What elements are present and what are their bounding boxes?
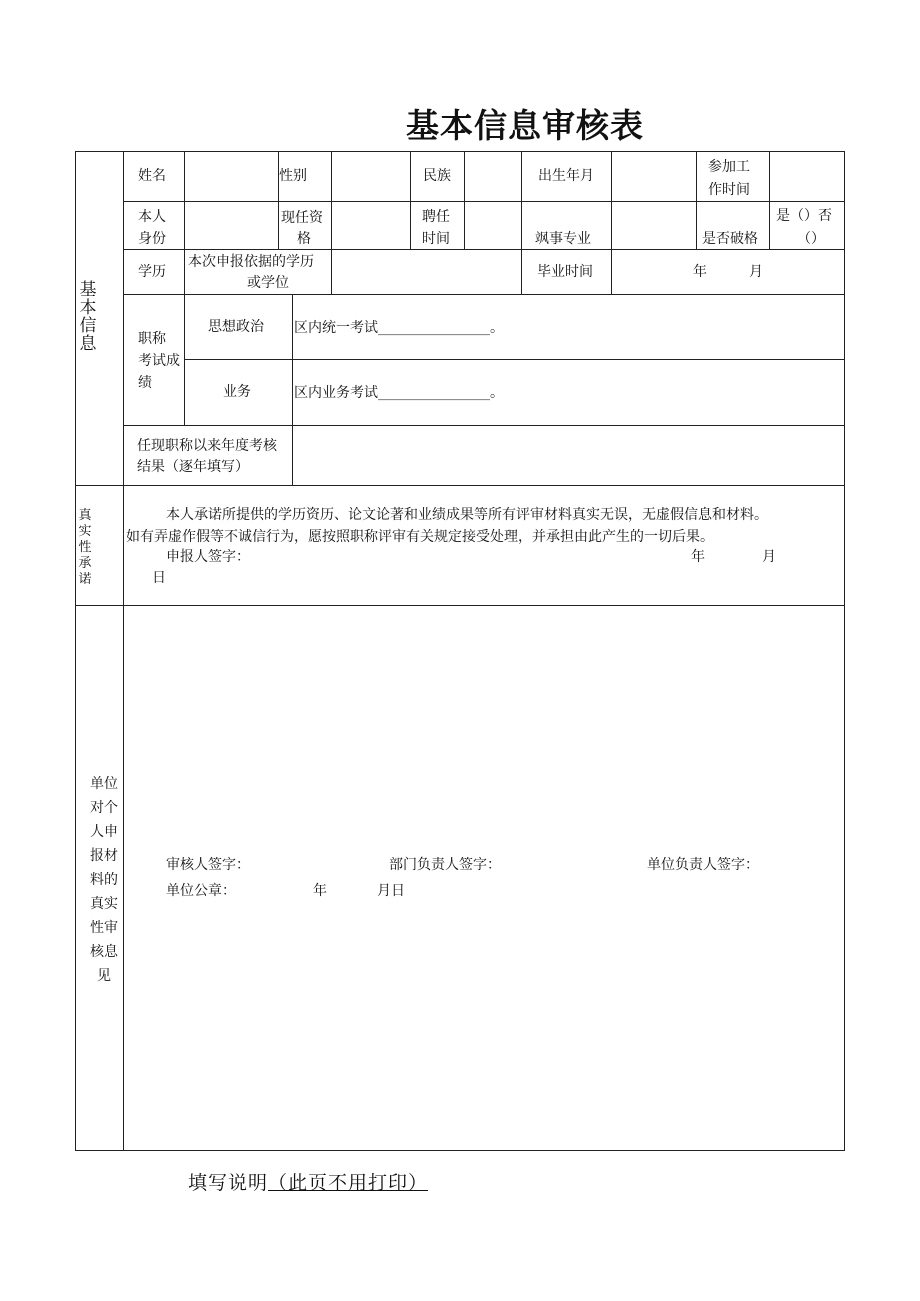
promise-year-label: 年	[691, 549, 705, 565]
page-title: 基本信息审核表	[406, 106, 644, 145]
label-name: 姓名	[138, 168, 166, 184]
col-divider	[331, 249, 332, 294]
label-identity-line2: 身份	[138, 231, 166, 247]
graduation-year-label: 年	[693, 264, 707, 280]
label-exam-line2: 考试成	[138, 353, 180, 369]
promise-month-label: 月	[762, 549, 776, 565]
col-divider	[292, 294, 293, 485]
label-education: 学历	[138, 264, 166, 280]
label-graduation-time: 毕业时间	[537, 264, 593, 280]
label-appointment-line2: 时间	[422, 231, 450, 247]
label-gender: 性别	[279, 168, 307, 184]
label-exam-line1: 职称	[138, 331, 166, 347]
label-assessment-line2: 结果（逐年填写）	[137, 459, 249, 475]
label-ethnicity: 民族	[423, 168, 451, 184]
label-basis-line1: 本次申报依据的学历	[188, 254, 314, 270]
footer-note: （此页不用打印）	[268, 1172, 429, 1194]
exception-yes-no-line1[interactable]: 是（）否	[776, 208, 832, 224]
label-assessment-line1: 任现职称以来年度考核	[137, 438, 277, 454]
section-divider	[75, 485, 845, 486]
label-identity-line1: 本人	[138, 209, 166, 225]
label-basis-line2: 或学位	[247, 275, 289, 291]
review-month-day-label: 月日	[377, 883, 405, 899]
col-divider	[769, 151, 770, 249]
label-politics: 思想政治	[208, 319, 264, 335]
col-divider	[331, 151, 332, 249]
section-label-divider	[123, 151, 124, 1151]
col-divider	[410, 151, 411, 249]
promise-day-label: 日	[152, 570, 166, 586]
label-business: 业务	[223, 384, 251, 400]
label-appointment-line1: 聘任	[422, 209, 450, 225]
row-divider	[123, 294, 845, 295]
col-divider	[184, 249, 185, 425]
promise-text-line1: 本人承诺所提供的学历资历、论文论著和业绩成果等所有评审材料真实无误，无虚假信息和材料。	[166, 507, 768, 523]
exception-yes-no-line2[interactable]: （）	[797, 231, 825, 247]
label-unit-head-signature: 单位负责人签字：	[647, 857, 759, 873]
label-dept-head-signature: 部门负责人签字：	[389, 857, 501, 873]
col-divider	[611, 151, 612, 294]
label-work-start-line2: 作时间	[708, 182, 750, 198]
table-bottom-border	[75, 1150, 845, 1151]
label-work-start-line1: 参加工	[708, 159, 750, 175]
label-reviewer-signature: 审核人签字：	[166, 857, 250, 873]
label-applicant-signature: 申报人签字：	[166, 549, 250, 565]
section-label-truth-promise: 真实性承诺	[78, 508, 92, 587]
col-divider	[464, 151, 465, 249]
label-birth-date: 出生年月	[538, 168, 594, 184]
section-label-unit-review: 单位对个人申报材料的真实性审核息见	[90, 776, 118, 984]
table-top-border	[75, 151, 845, 152]
promise-text-line2: 如有弄虚作假等不诚信行为，愿按照职称评审有关规定接受处理，并承担由此产生的一切后果。	[126, 529, 714, 545]
label-qualification-line1: 现任资	[281, 210, 323, 226]
table-left-border	[75, 151, 76, 1151]
row-divider	[123, 425, 845, 426]
label-major: 飒事专业	[535, 231, 591, 247]
col-divider	[521, 151, 522, 294]
col-divider	[696, 151, 697, 249]
label-exam-line3: 绩	[138, 375, 152, 391]
graduation-month-label: 月	[749, 264, 763, 280]
politics-exam-field[interactable]: 区内统一考试________________。	[294, 320, 504, 336]
label-qualification-line2: 格	[297, 231, 311, 247]
section-label-basic-info: 基本信息	[79, 280, 97, 354]
business-exam-field[interactable]: 区内业务考试________________。	[294, 385, 504, 401]
row-divider	[184, 359, 845, 360]
label-unit-seal: 单位公章：	[166, 883, 236, 899]
col-divider	[184, 151, 185, 249]
label-exception: 是否破格	[702, 231, 758, 247]
footer-prefix: 填写说明	[188, 1172, 269, 1194]
fill-instructions-note	[188, 1168, 428, 1195]
table-right-border	[844, 151, 845, 1151]
review-year-label: 年	[313, 883, 327, 899]
row-divider	[123, 201, 845, 202]
section-divider	[75, 605, 845, 606]
